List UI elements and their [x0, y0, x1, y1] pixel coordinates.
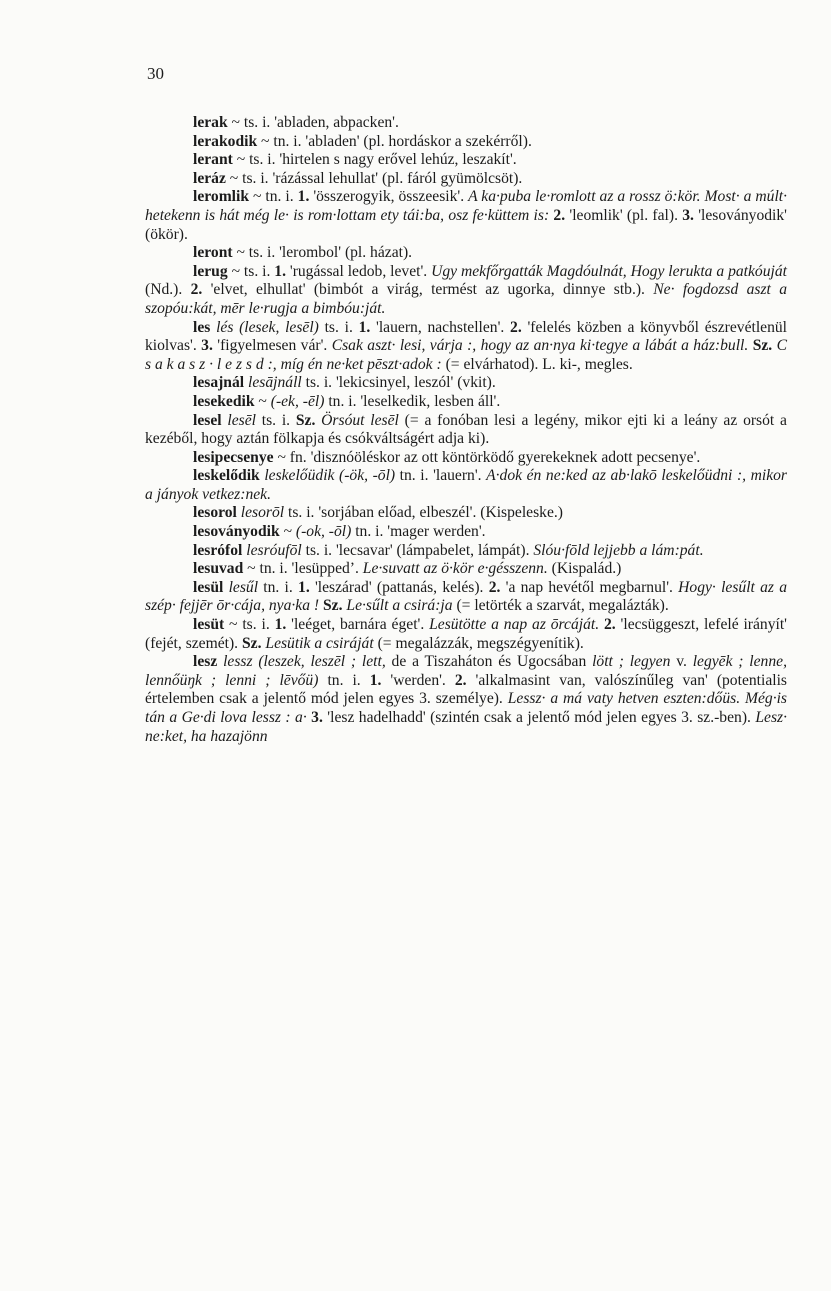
entry-headword: leront [193, 244, 233, 262]
entry-text: 'lecsüggeszt, lefelé irányít' (fejét, szemét). [145, 616, 787, 652]
dictionary-entry [145, 188, 787, 244]
entry-text: de a Tiszaháton és Ugocsában [385, 653, 593, 671]
entry-example: Le·suvatt az ö·kör e·gésszenn. [362, 560, 548, 578]
page-number: 30 [147, 64, 164, 83]
entry-example: Hogy· lesűlt az a szép· fejjēr ōr·cája, nya·ka ! [145, 578, 787, 615]
entry-text: 1. [298, 578, 310, 596]
dictionary-entry [145, 393, 787, 412]
entry-example: lesűl [228, 578, 259, 596]
entry-text: 3. [201, 337, 213, 355]
dictionary-entry [145, 467, 787, 504]
dictionary-text [145, 114, 787, 746]
dictionary-entry [145, 542, 787, 561]
entry-example: lött ; legyen [592, 653, 671, 671]
entry-example: Slóu·fōld lejjebb a lám:pát. [533, 541, 704, 559]
entry-headword: lesuvad [193, 560, 244, 578]
dictionary-entry [145, 653, 787, 746]
entry-text: ~ ts. i. 'lerombol' (pl. házat). [232, 244, 413, 262]
entry-text: Sz. [323, 597, 343, 615]
entry-example: A ka·puba le·romlott az a rossz ö:kör. Most· a múlt· hetekenn is hát még le· is rom·lottam ety tái:ba, osz fe·küttem is: [145, 188, 788, 224]
entry-headword: lerak [193, 114, 228, 131]
entry-example: Ugy mekfőrgatták Magdóulnát, Hogy lerukta a patkóuját [431, 262, 787, 280]
entry-headword: leskelődik [193, 467, 260, 485]
entry-text: 1. [297, 188, 310, 206]
entry-headword: lesrófol [193, 541, 243, 559]
dictionary-entry [145, 616, 787, 653]
entry-text: 'leomlik' (pl. fal). [565, 206, 683, 224]
entry-headword: lesajnál [193, 374, 245, 392]
dictionary-entry [145, 504, 787, 523]
entry-text: ~ [254, 392, 271, 410]
entry-text: v. [670, 653, 693, 671]
entry-text: 2. [553, 206, 566, 224]
entry-text: ~ [279, 523, 296, 541]
entry-text: ~ tn. i. 'lesüppedʼ. [243, 560, 363, 578]
dictionary-entry [145, 319, 787, 375]
dictionary-entry [145, 560, 787, 579]
entry-text: ~ ts. i. 'abladen, abpacken'. [227, 114, 399, 131]
entry-text: 'lauern, nachstellen'. [370, 318, 511, 336]
entry-text: (= elvárhatod). L. ki-, megles. [441, 355, 633, 373]
entry-text: (= megalázzák, megszégyenítik). [373, 634, 584, 652]
entry-text: Sz. [295, 411, 316, 429]
entry-text: 1. [369, 671, 382, 689]
entry-text: (= letörték a szarvát, megalázták). [452, 597, 669, 615]
entry-text: Sz. [752, 337, 773, 355]
entry-headword: leráz [193, 169, 226, 187]
entry-text: 'leéget, barnára éget'. [286, 616, 430, 634]
entry-text: 2. [510, 318, 522, 336]
entry-example: lett, [361, 653, 386, 671]
entry-text: ~ ts. i. 'rázással lehullat' (pl. fáról gyümölcsöt). [225, 169, 523, 187]
entry-example: (-ok, -ōl) [295, 523, 352, 541]
entry-text: ts. i. [255, 411, 296, 429]
entry-headword: lesorol [193, 504, 237, 522]
entry-text: 'felelés közben a könyvből észrevétlenül kiolvas'. [145, 318, 788, 355]
entry-text: 'a nap hevétől megbarnul'. [500, 578, 679, 596]
entry-text: 'összerogyik, összeesik'. [309, 188, 469, 206]
entry-text: (= a fonóban lesi a legény, mikor ejti ki a leány az orsót a kezéből, hogy aztán fölkapja és csókváltságért adja ki). [145, 411, 787, 448]
entry-example: Ne· fogdozsd aszt a szopóu:kát, mēr le·rugja a bimbóu:ját. [145, 281, 788, 317]
entry-example: lesorōl [240, 504, 285, 522]
entry-headword: lesekedik [193, 392, 255, 410]
entry-text: 2. [190, 281, 203, 299]
entry-text: tn. i. 'leselkedik, lesben áll'. [324, 392, 501, 410]
entry-text: 1. [274, 262, 286, 280]
entry-text: 2. [488, 578, 501, 596]
entry-example: lesājnáll [248, 374, 302, 392]
entry-text: tn. i. [318, 671, 370, 689]
entry-headword: lerakodik [193, 132, 258, 150]
entry-text: 'alkalmasint van, valószínűleg van' (potentialis értelemben csak a jelentő mód jelen egyes 3. személye). [145, 671, 787, 708]
entry-text: ts. i. 'lekicsinyel, leszól' (vkit). [301, 374, 496, 392]
entry-text: ~ tn. i. 'abladen' (pl. hordáskor a szekérről). [257, 132, 532, 150]
entry-text: tn. i. 'lauern'. [395, 467, 487, 485]
entry-text: 'lesoványodik' (ökör). [145, 206, 787, 243]
entry-text: ~ ts. i. 'hirtelen s nagy erővel lehúz, leszakít'. [232, 151, 517, 169]
entry-example: lés (lesek, lesēl) [216, 318, 319, 336]
entry-text: ~ tn. i. [249, 188, 298, 206]
entry-text: ~ ts. i. [224, 616, 275, 634]
entry-example: Le·sűlt a csirá:ja [346, 597, 453, 615]
entry-text: 'leszárad' (pattanás, kelés). [309, 578, 489, 596]
entry-text: (Nd.). [145, 281, 191, 299]
entry-text: 'rugással ledob, levet'. [285, 262, 432, 280]
entry-text: 'elvet, elhullat' (bimbót a virág, termést az ugorka, dinnye stb.). [202, 281, 654, 299]
entry-example: Csak aszt· lesi, várja :, hogy az an·nya ki·tegye a lábát a ház:bull. [331, 337, 749, 355]
entry-example: Lesütötte a nap az ōrcáját. [429, 616, 600, 634]
entry-headword: lesüt [193, 616, 225, 634]
entry-text: ~ ts. i. [227, 262, 275, 280]
entry-text: ts. i. 'sorjában előad, elbeszél'. (Kispeleske.) [284, 504, 563, 522]
entry-example: leskelőüdik (-ök, -ōl) [264, 467, 396, 485]
entry-text: 'figyelmesen vár'. [212, 337, 332, 355]
entry-headword: lerug [193, 262, 228, 280]
entry-headword: lesel [193, 411, 222, 429]
entry-example: Lesz· ne:ket, ha hazajönn [145, 709, 787, 745]
entry-text: 2. [603, 616, 616, 634]
entry-text: 'lesz hadelhadd' (szintén csak a jelentő mód jelen egyes 3. sz.-ben). [322, 709, 756, 726]
entry-text: 'werden'. [381, 671, 455, 689]
entry-example: Lesütik a csiráját [265, 634, 374, 652]
dictionary-entry [145, 170, 787, 189]
entry-example: legyēk ; lenne, lennőüŋk ; lenni ; lēvőü) [145, 653, 787, 689]
entry-example: Lessz· a má vaty hetven eszten:dőüs. Még·is tán a Ge·di lova lessz : a· [145, 690, 787, 726]
entry-text: (Kispalád.) [547, 560, 622, 578]
entry-headword: lesül [193, 578, 224, 596]
entry-headword: les [193, 318, 211, 336]
entry-text: 3. [311, 709, 323, 726]
dictionary-entry [145, 244, 787, 263]
entry-text: 1. [274, 616, 287, 634]
entry-text: tn. i. 'mager werden'. [351, 523, 486, 541]
entry-text: Sz. [241, 634, 262, 652]
entry-example: lessz (leszek, leszēl ; [223, 653, 357, 671]
entry-example: A·dok én ne:ked az ab·lakō leskelőüdni :, mikor a jányok vetkez:nek. [145, 467, 787, 503]
entry-text: ~ fn. 'disznóöléskor az ott köntörködő gyerekeknek adott pecsenye'. [273, 448, 701, 466]
dictionary-entry [145, 263, 787, 319]
entry-example: (-ek, -ēl) [270, 392, 325, 410]
entry-headword: lesz [193, 653, 218, 671]
entry-text: ts. i. 'lecsavar' (lámpabelet, lámpát). [301, 541, 534, 559]
entry-text: 2. [454, 671, 467, 689]
entry-text: ts. i. [318, 318, 359, 336]
dictionary-entry [145, 151, 787, 170]
dictionary-entry [145, 133, 787, 152]
entry-example: C s a k a s z · l e z s d :, míg én ne·ket pēszt·adok : [145, 337, 787, 373]
entry-headword: lesipecsenye [193, 448, 274, 466]
dictionary-entry [145, 579, 787, 616]
entry-headword: lerant [193, 151, 233, 169]
dictionary-entry [145, 114, 787, 133]
entry-headword: leromlik [193, 188, 250, 206]
entry-example: Örsóut lesēl [321, 411, 399, 429]
dictionary-entry [145, 523, 787, 542]
dictionary-entry [145, 412, 787, 449]
entry-example: lesróufōl [246, 541, 302, 559]
entry-text: 3. [682, 206, 694, 224]
dictionary-entry [145, 449, 787, 468]
entry-text: 1. [358, 318, 371, 336]
entry-example: lesēl [227, 411, 256, 429]
entry-text: tn. i. [258, 578, 299, 596]
entry-headword: lesoványodik [193, 523, 280, 541]
dictionary-entry [145, 374, 787, 393]
